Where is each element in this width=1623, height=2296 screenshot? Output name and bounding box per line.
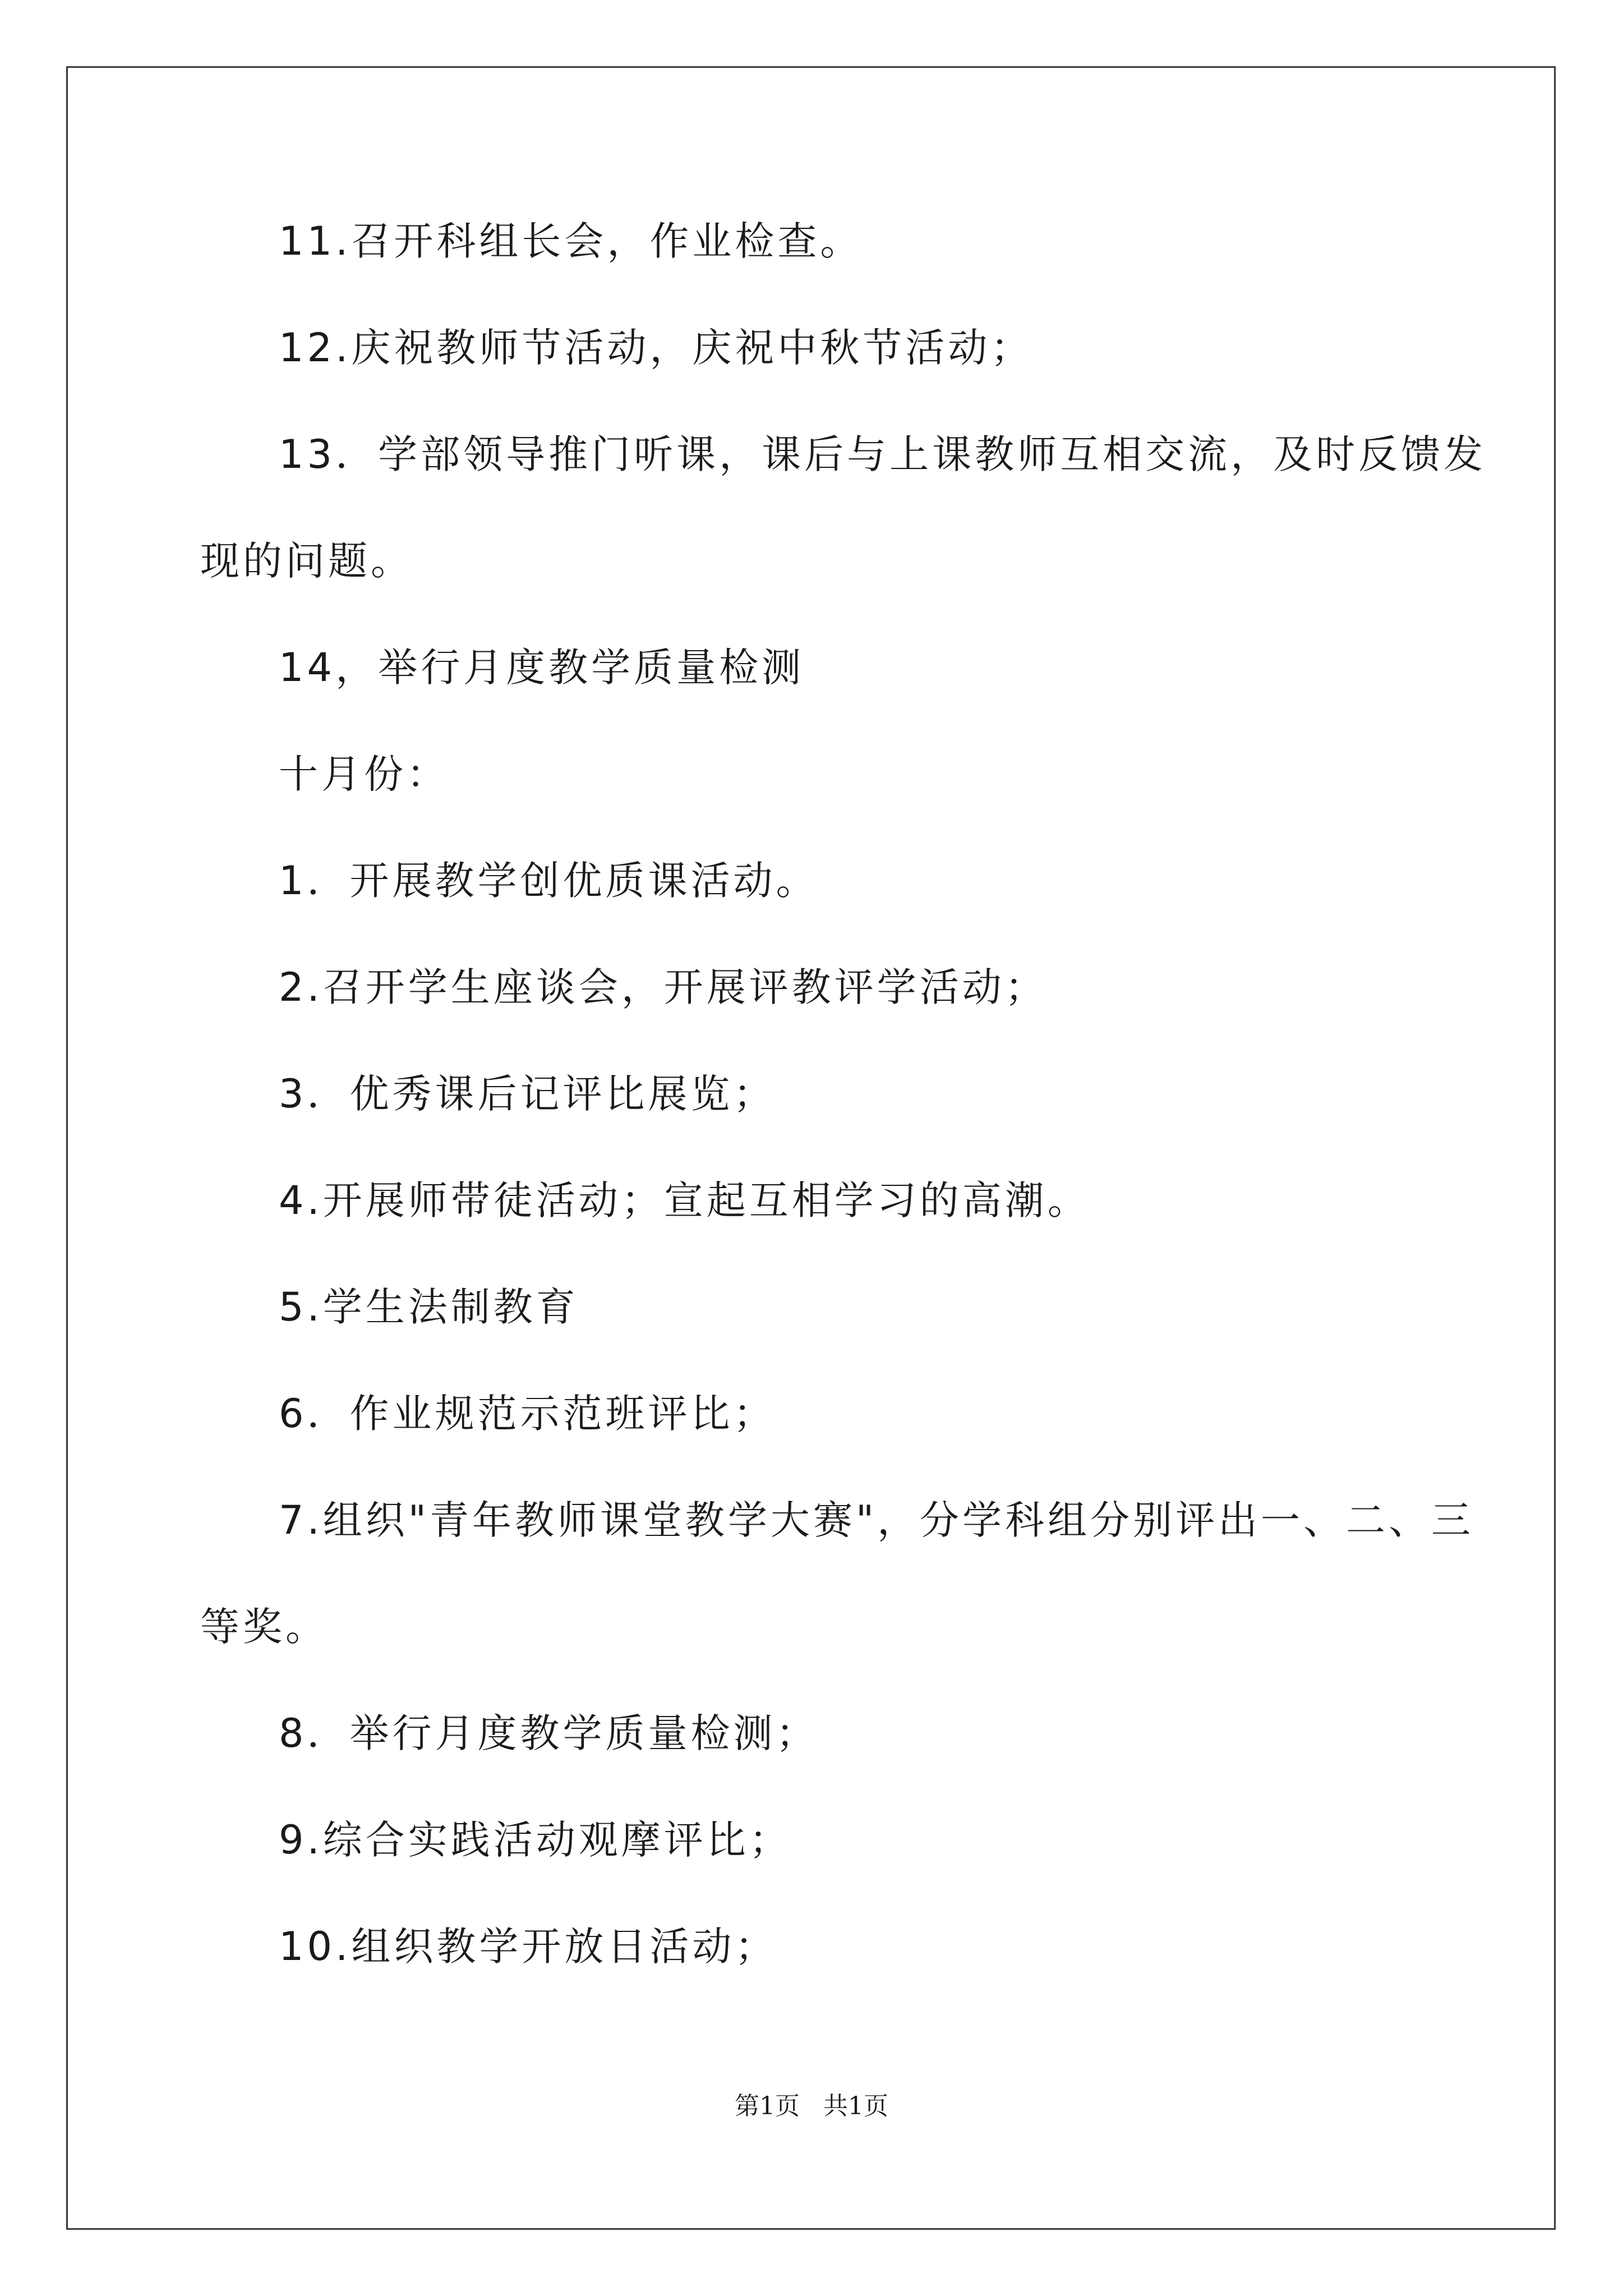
paragraph-12: 12.庆祝教师节活动，庆祝中秋节活动； <box>279 325 1034 371</box>
paragraph-oct-4: 4.开展师带徒活动；宣起互相学习的高潮。 <box>279 1177 1090 1223</box>
paragraph-13-line-1: 13．学部领导推门听课，课后与上课教师互相交流，及时反馈发 <box>279 431 1487 477</box>
page-number: 第1页 <box>735 2092 800 2120</box>
page-footer <box>0 2086 1623 2122</box>
paragraph-oct-1: 1．开展教学创优质课活动。 <box>279 858 819 904</box>
paragraph-oct-7-line-2: 等奖。 <box>200 1604 328 1650</box>
paragraph-oct-10: 10.组织教学开放日活动； <box>279 1924 778 1970</box>
paragraph-oct-7 <box>200 1497 1474 1650</box>
paragraph-oct-6: 6．作业规范示范班评比； <box>279 1391 776 1437</box>
paragraph-14: 14，举行月度教学质量检测 <box>279 645 805 691</box>
document-body <box>200 218 1487 2031</box>
paragraph-oct-8: 8．举行月度教学质量检测； <box>279 1710 819 1756</box>
paragraph-oct-2: 2.召开学生座谈会，开展评教评学活动； <box>279 964 1048 1010</box>
paragraph-11: 11.召开科组长会，作业检查。 <box>279 218 863 264</box>
paragraph-oct-9: 9.综合实践活动观摩评比； <box>279 1817 792 1863</box>
paragraph-13-line-2: 现的问题。 <box>200 538 413 584</box>
page-total: 共1页 <box>823 2092 888 2120</box>
paragraph-13 <box>200 431 1487 584</box>
paragraph-oct-7-line-1: 7.组织"青年教师课堂教学大赛"，分学科组分别评出一、二、三 <box>279 1497 1474 1543</box>
paragraph-oct-5: 5.学生法制教育 <box>279 1284 579 1330</box>
section-heading-october: 十月份： <box>279 751 449 797</box>
paragraph-oct-3: 3．优秀课后记评比展览； <box>279 1071 776 1117</box>
